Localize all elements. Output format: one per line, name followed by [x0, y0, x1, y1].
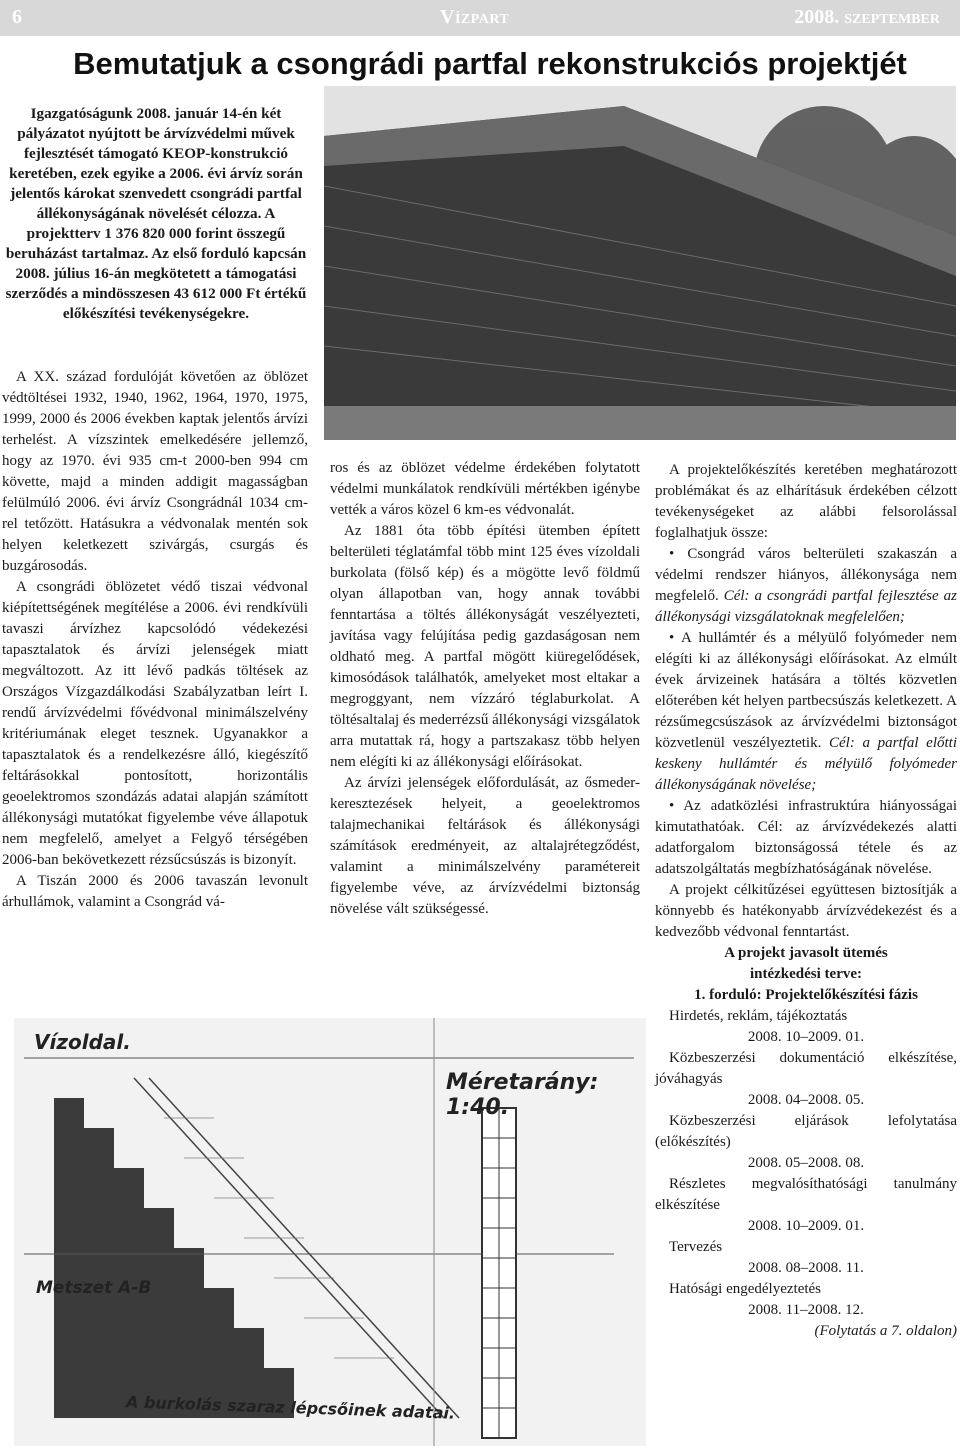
issue-date: 2008. szeptember	[794, 6, 940, 28]
bullet-text: • A hullámtér és a mélyülő folyómeder nem elégíti ki az állékonysági előírásokat. Az elmúlt évek árvizeinek hatására a töltés közvetlen előterében két helyen partbecsúszás keletkezett. A rézsűmegcsúszások az árvízvédelmi biztonságot közvetlenül veszélyeztetik.	[655, 630, 957, 751]
drawing-label: A burkolás szaraz lépcsőinek adatai.	[125, 1392, 456, 1423]
bullet-goal: Cél: a csongrádi partfal fejlesztése az állékonysági vizsgálatoknak megfelelően;	[655, 588, 957, 625]
paragraph: A projekt célkitűzései együttesen biztosítják a könnyebb és hatékonyabb árvízvédekezést és a kedvezőbb védvonal fenntartást.	[655, 882, 957, 940]
schedule-label: Tervezés	[669, 1239, 723, 1255]
schedule-label: Hirdetés, reklám, tájékoztatás	[669, 1008, 848, 1024]
continued-note: (Folytatás a 7. oldalon)	[814, 1323, 957, 1339]
phase-heading: 1. forduló: Projektelőkészítési fázis	[694, 987, 918, 1003]
column-3	[655, 460, 957, 1342]
drawing-label: Méretarány: 1:40.	[446, 1070, 599, 1120]
article-title: Bemutatjuk a csongrádi partfal rekonstrukciós projektjét	[73, 46, 907, 81]
bullet-goal: Cél: a partfal előtti keskeny hullámtér és mélyülő folyómeder állékonyságának növelése;	[655, 735, 957, 793]
bullet-text: • Csongrád város belterületi szakaszán a védelmi rendszer hiányos, állékonysága nem megfelelő.	[655, 546, 957, 604]
plan-heading: A projekt javasolt ütemés intézkedési terve:	[724, 945, 888, 982]
article-lead: Igazgatóságunk 2008. január 14-én két pályázatot nyújtott be árvízvédelmi művek fejlesztését támogató KEOP-konstrukció keretében, ezek egyike a 2006. évi árvíz során jelentős károkat szenvedett csongrádi partfal állékonyságának növelését célozza. A projektterv 1 376 820 000 forint összegű beruházást tartalmaz. Az első forduló kapcsán 2008. július 16-án megkötetett a támogatási szerződés a mindösszesen 43 612 000 Ft értékű előkészítési tevékenységekre.	[5, 105, 307, 322]
page-number: 6	[12, 6, 22, 28]
schedule-label: Részletes megvalósíthatósági tanulmány elkészítése	[655, 1176, 957, 1213]
schedule-date: 2008. 10–2009. 01.	[747, 1218, 865, 1234]
schedule-date: 2008. 08–2008. 11.	[748, 1260, 864, 1276]
photo-illustration	[324, 86, 956, 440]
bullet-item: • Az adatközlési infrastruktúra hiányosságai kimutathatóak. Cél: az árvízvédekezés alatti adatforgalom biztonságossá tétele és az adatszolgáltatás megbízhatóságának növelése.	[655, 798, 957, 877]
drawing-label: Vízoldal.	[34, 1030, 131, 1054]
schedule-list	[655, 1006, 957, 1321]
schedule-label: Hatósági engedélyeztetés	[669, 1281, 822, 1297]
paragraph: A csongrádi öblözetet védő tiszai védvonal kiépítettségének megítélése a 2006. évi rendkívüli tavaszi árvízhez kapcsolódó védekezési tapasztalatok és árvízi jelenségek miatt megváltozott. Az itt lévő padkás töltések az Országos Vízgazdálkodási Szabályzatban leírt I. rendű árvízvédelmi fővédvonal minimálszelvény kritériumának eleget tesznek. Ugyanakkor a tapasztalatok és a rendelkezésre álló, kiegészítő feltárásokkal pontosított, horizontális geoelektromos szondázás adatai alapján számított állékonysági mutatókat figyelembe véve állapotuk nem megfelelő, amelyet a Felgyő térségében 2006-ban bekövetkezett rézsűcsúszás is bizonyít.	[2, 579, 308, 868]
schedule-date: 2008. 11–2008. 12.	[748, 1302, 864, 1318]
page-header	[0, 0, 960, 36]
paragraph: A Tiszán 2000 és 2006 tavaszán levonult árhullámok, valamint a Csongrád vá-	[2, 873, 308, 910]
paragraph: ros és az öblözet védelme érdekében folytatott védelmi munkálatok rendkívüli mértékben igénybe vették a város közel 6 km-es védvonalát.	[330, 460, 640, 518]
column-2	[330, 458, 640, 920]
schedule-label: Közbeszerzési eljárások lefolytatása (előkészítés)	[655, 1113, 957, 1150]
paragraph: A XX. század fordulóját követően az öblözet védtöltései 1932, 1940, 1962, 1964, 1970, 1975, 1999, 2000 és 2006 években kaptak jelentős árvízi terhelést. A vízszintek emelkedésére jellemző, hogy az 1970. évi 935 cm-t 2000-ben 994 cm követte, majd a minden addigit magasságban felülmúló 2006. évi árvíz Csongrádnál 1034 cm-rel tetőzött. Hatásukra a védvonalak mentén sok helyen keletkezett szivárgás, csurgás és buzgárosodás.	[2, 369, 308, 574]
schedule-date: 2008. 10–2009. 01.	[747, 1029, 865, 1045]
drawing-label: Metszet A-B	[36, 1278, 152, 1298]
magazine-name: Vízpart	[440, 6, 510, 28]
paragraph: A projektelőkészítés keretében meghatározott problémákat és az elhárításuk érdekében célzott tevékenységeket az alábbi felsorolással foglalhatjuk össze:	[655, 462, 957, 541]
riverbank-wall-photo	[324, 86, 956, 440]
schedule-date: 2008. 05–2008. 08.	[747, 1155, 865, 1171]
schedule-label: Közbeszerzési dokumentáció elkészítése, jóváhagyás	[655, 1050, 957, 1087]
paragraph: Az 1881 óta több építési ütemben épített belterületi téglatámfal több mint 125 éves vízoldali burkolata (fölső kép) és a mögötte levő földmű olyan állapotban van, hogy annak további fenntartása a töltés állékonyságát veszélyezteti, javítása vagy felújítása pedig gazdaságosan nem oldható meg. A partfal mögött kiüregelődések, kimosódások találhatók, amelyeket most eltakar a megroggyant, nem vízzáró téglaburkolat. A töltésaltalaj és mederrézsű állékonysági vizsgálatok arra mutattak rá, hogy a partszakasz több helyen nem elégíti ki az állékonysági előírásokat.	[330, 523, 640, 770]
bullet-item	[655, 628, 957, 796]
column-1	[2, 367, 308, 913]
schedule-date: 2008. 04–2008. 05.	[747, 1092, 865, 1108]
paragraph: Az árvízi jelenségek előfordulását, az ősmeder-keresztezések helyeit, a geoelektromos talajmechanikai feltárások és állékonysági számítások eredményeit, az altalajrétegződést, valamint a minimálszelvény paramétereit figyelembe véve, az árvízvédelmi biztonság növelése vált szükségessé.	[330, 775, 640, 917]
bullet-item	[655, 544, 957, 628]
cross-section-drawing	[14, 1018, 646, 1446]
